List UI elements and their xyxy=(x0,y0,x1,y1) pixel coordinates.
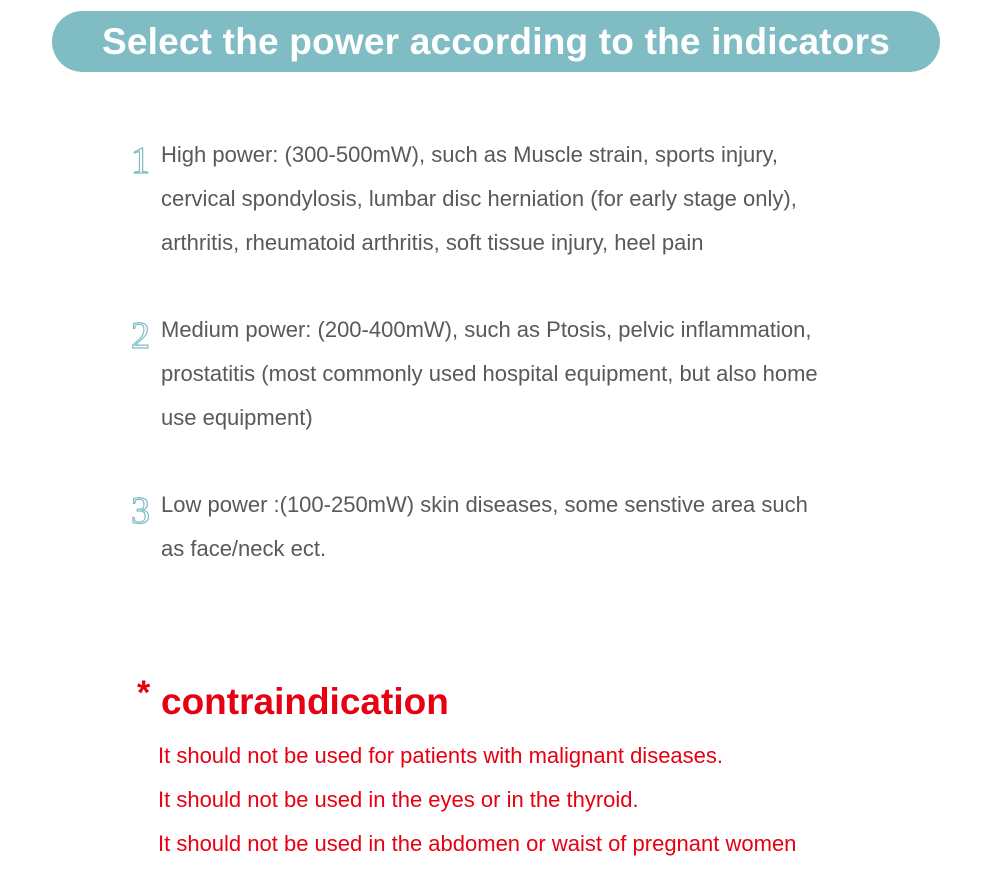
item-3-line-1: Low power :(100-250mW) skin diseases, some senstive area such xyxy=(161,492,808,517)
item-number-2: 2 xyxy=(131,315,150,357)
banner-title: Select the power according to the indicators xyxy=(101,20,890,62)
contraindication-title: contraindication xyxy=(161,681,449,722)
item-text-2 xyxy=(161,308,931,440)
title-banner xyxy=(52,11,940,72)
item-3-line-2: as face/neck ect. xyxy=(161,536,327,561)
item-1-line-2: cervical spondylosis, lumbar disc herniation (for early stage only), xyxy=(161,186,797,211)
contraindication-item-2: It should not be used in the eyes or in the thyroid. xyxy=(158,787,639,812)
asterisk-icon: * xyxy=(137,674,151,712)
item-text-1 xyxy=(161,133,931,265)
contraindication-list xyxy=(158,734,796,866)
contraindication-item-3: It should not be used in the abdomen or waist of pregnant women xyxy=(158,831,797,856)
item-number-1: 1 xyxy=(131,140,150,182)
contraindication-item-1: It should not be used for patients with malignant diseases. xyxy=(158,743,724,768)
item-text-3 xyxy=(161,483,931,571)
item-2-line-2: prostatitis (most commonly used hospital equipment, but also home xyxy=(161,361,818,386)
item-2-line-3: use equipment) xyxy=(161,405,313,430)
item-1-line-3: arthritis, rheumatoid arthritis, soft tissue injury, heel pain xyxy=(161,230,704,255)
item-number-3: 3 xyxy=(131,490,150,532)
item-2-line-1: Medium power: (200-400mW), such as Ptosis, pelvic inflammation, xyxy=(161,317,812,342)
item-1-line-1: High power: (300-500mW), such as Muscle strain, sports injury, xyxy=(161,142,779,167)
